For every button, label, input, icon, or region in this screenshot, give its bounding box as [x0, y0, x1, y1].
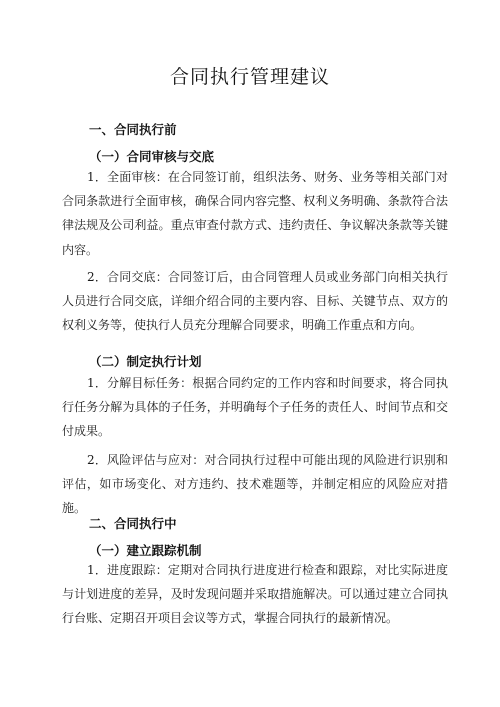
- paragraph-risk-assessment: 2．风险评估与应对：对合同执行过程中可能出现的风险进行识别和评估，如市场变化、对方违约、技术难题等，并制定相应的风险应对措施。: [62, 453, 448, 516]
- section-heading-before-execution: 一、合同执行前: [89, 122, 177, 137]
- paragraph-full-review: 1．全面审核：在合同签订前，组织法务、财务、业务等相关部门对合同条款进行全面审核，确保合同内容完整、权利义务明确、条款符合法律法规及公司利益。重点审查付款方式、违约责任、争议解决条款等关键内容。: [62, 170, 448, 257]
- subsection-heading-review: （一）合同审核与交底: [89, 149, 215, 164]
- paragraph-contract-briefing: 2．合同交底：合同签订后，由合同管理人员或业务部门向相关执行人员进行合同交底，详细介绍合同的主要内容、目标、关键节点、双方的权利义务等，使执行人员充分理解合同要求，明确工作重点和方向。: [62, 270, 448, 333]
- page-title: 合同执行管理建议: [169, 66, 330, 88]
- section-heading-during-execution: 二、合同执行中: [89, 516, 177, 531]
- subsection-heading-plan: （二）制定执行计划: [89, 354, 202, 369]
- paragraph-progress-tracking: 1．进度跟踪：定期对合同执行进度进行检查和跟踪，对比实际进度与计划进度的差异，及时发现问题并采取措施解决。可以通过建立合同执行台账、定期召开项目会议等方式，掌握合同执行的最新情况。: [62, 563, 448, 626]
- paragraph-task-breakdown: 1．分解目标任务：根据合同约定的工作内容和时间要求，将合同执行任务分解为具体的子任务，并明确每个子任务的责任人、时间节点和交付成果。: [62, 376, 448, 439]
- subsection-heading-tracking: （一）建立跟踪机制: [89, 543, 202, 558]
